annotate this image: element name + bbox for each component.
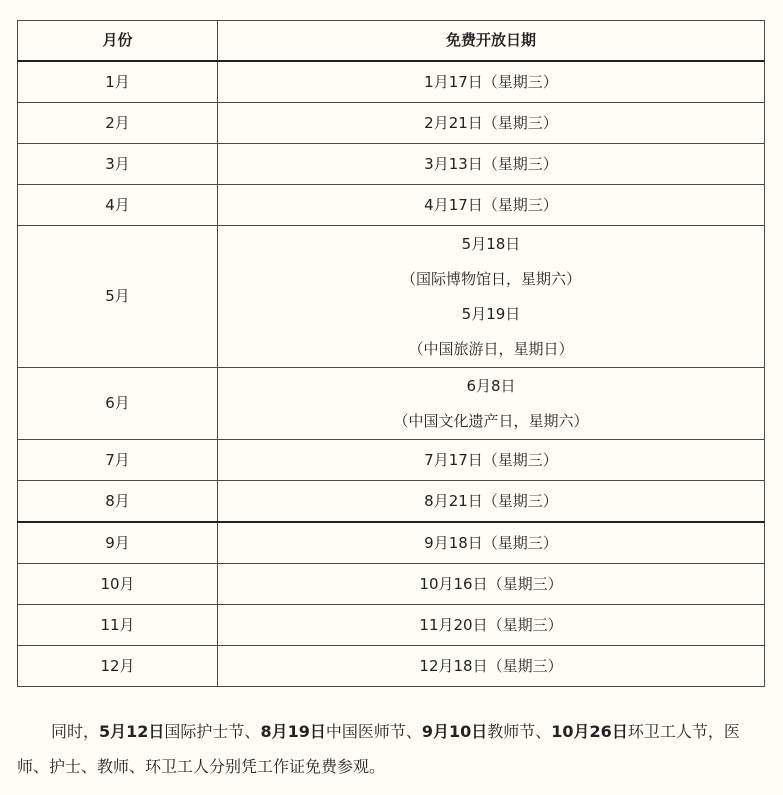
table-row [18, 61, 765, 103]
note-date-nurses-day: 5月12日 [99, 722, 165, 741]
date-line: 4月17日（星期三） [424, 195, 558, 214]
dates-cell [218, 646, 765, 687]
date-line: 8月21日（星期三） [424, 491, 558, 510]
dates-cell [218, 226, 765, 368]
month-column-header: 月份 [18, 21, 218, 62]
month-cell: 3月 [18, 144, 218, 185]
table-row [18, 103, 765, 144]
month-cell: 2月 [18, 103, 218, 144]
table-body [18, 61, 765, 687]
month-cell: 8月 [18, 481, 218, 523]
date-line: 10月16日（星期三） [419, 574, 563, 593]
date-line: 11月20日（星期三） [419, 615, 563, 634]
note-text: 环卫工人节，医师、护士、教师、环卫工人分别凭工作证免费参观。 [17, 722, 740, 776]
dates-cell [218, 368, 765, 440]
header-row [18, 21, 765, 62]
table-row [18, 144, 765, 185]
table-row [18, 440, 765, 481]
dates-cell [218, 61, 765, 103]
month-cell: 9月 [18, 522, 218, 564]
month-cell: 1月 [18, 61, 218, 103]
professional-free-entry-note [17, 714, 767, 784]
note-text: 同时， [51, 722, 100, 741]
table-row [18, 481, 765, 523]
date-line: 7月17日（星期三） [424, 450, 558, 469]
date-line: 9月18日（星期三） [424, 533, 558, 552]
table-row [18, 564, 765, 605]
table-row [18, 605, 765, 646]
note-date-doctors-day: 8月19日 [260, 722, 326, 741]
dates-cell [218, 522, 765, 564]
month-cell: 11月 [18, 605, 218, 646]
dates-cell [218, 103, 765, 144]
date-line: 12月18日（星期三） [419, 656, 563, 675]
date-line: 3月13日（星期三） [424, 154, 558, 173]
month-cell: 7月 [18, 440, 218, 481]
month-cell: 4月 [18, 185, 218, 226]
date-line: 1月17日（星期三） [424, 72, 558, 91]
dates-cell [218, 481, 765, 523]
date-note-line: （中国旅游日，星期日） [408, 339, 574, 358]
dates-cell [218, 605, 765, 646]
note-text: 教师节、 [487, 722, 552, 741]
dates-cell [218, 185, 765, 226]
month-cell: 6月 [18, 368, 218, 440]
note-text: 中国医师节、 [325, 722, 422, 741]
table-row [18, 522, 765, 564]
table-row [18, 368, 765, 440]
month-cell: 12月 [18, 646, 218, 687]
table-row [18, 226, 765, 368]
note-text: 国际护士节、 [164, 722, 261, 741]
note-date-teachers-day: 9月10日 [421, 722, 488, 741]
free-admission-table [17, 20, 765, 687]
note-date-sanitation-workers-day: 10月26日 [551, 722, 628, 741]
date-line: 5月18日 [461, 234, 521, 253]
month-cell: 5月 [18, 226, 218, 368]
date-line: 6月8日 [466, 376, 516, 395]
date-line: 2月21日（星期三） [424, 113, 558, 132]
date-note-line: （国际博物馆日，星期六） [400, 269, 581, 288]
dates-cell [218, 144, 765, 185]
dates-column-header: 免费开放日期 [218, 21, 765, 62]
table-row [18, 185, 765, 226]
date-note-line: （中国文化遗产日，星期六） [393, 411, 589, 430]
table-header [18, 21, 765, 62]
dates-cell [218, 440, 765, 481]
date-line: 5月19日 [461, 304, 521, 323]
month-cell: 10月 [18, 564, 218, 605]
dates-cell [218, 564, 765, 605]
table-row [18, 646, 765, 687]
